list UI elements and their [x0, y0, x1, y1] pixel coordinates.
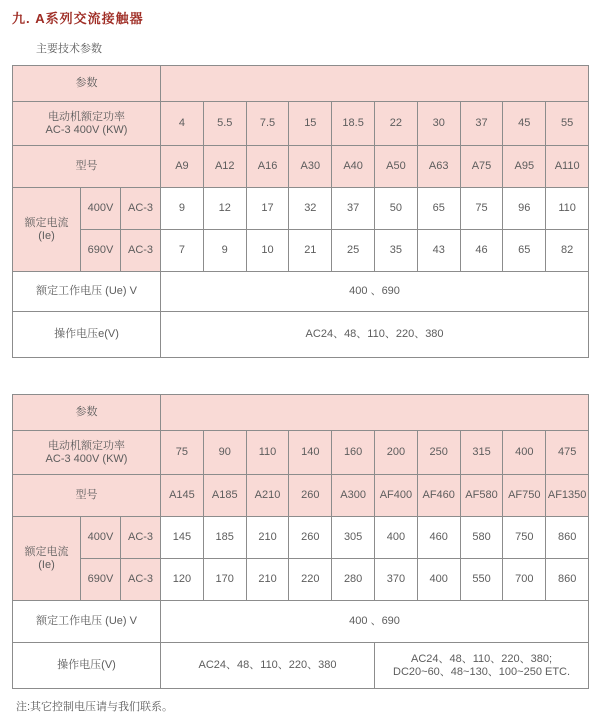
spec-table-2 — [12, 394, 589, 689]
model-value-cell: AF460 — [417, 475, 460, 517]
model-value-cell: A16 — [246, 146, 289, 188]
ie-value-cell: 220 — [289, 559, 332, 601]
operating-voltage-value-cell: AC24、48、110、220、380 — [161, 312, 589, 358]
rated-working-voltage-value-cell: 400 、690 — [161, 601, 589, 643]
power-value-cell: 250 — [417, 431, 460, 475]
ie-value-cell: 170 — [203, 559, 246, 601]
ie-value-cell: 460 — [417, 517, 460, 559]
voltage-690v-cell: 690V — [81, 559, 121, 601]
rated-current-line1: 额定电流 — [24, 545, 69, 558]
ie-value-cell: 210 — [246, 559, 289, 601]
power-header-cell — [13, 102, 161, 146]
ac3-cell: AC-3 — [121, 188, 161, 230]
power-value-cell: 55 — [546, 102, 589, 146]
ie-value-cell: 50 — [375, 188, 418, 230]
ie-value-cell: 580 — [460, 517, 503, 559]
ie-value-cell: 96 — [503, 188, 546, 230]
rated-current-header-cell — [13, 517, 81, 601]
ie-value-cell: 370 — [375, 559, 418, 601]
model-value-cell: 260 — [289, 475, 332, 517]
model-value-cell: A40 — [332, 146, 375, 188]
power-value-cell: 160 — [332, 431, 375, 475]
model-value-cell: AF750 — [503, 475, 546, 517]
ie-value-cell: 400 — [375, 517, 418, 559]
param-empty-cell — [161, 66, 589, 102]
model-value-cell: A110 — [546, 146, 589, 188]
model-value-cell: A210 — [246, 475, 289, 517]
power-value-cell: 5.5 — [203, 102, 246, 146]
rated-current-line2: (Ie) — [38, 229, 55, 242]
power-value-cell: 140 — [289, 431, 332, 475]
model-value-cell: AF1350 — [546, 475, 589, 517]
ie-value-cell: 305 — [332, 517, 375, 559]
footer-note: 注:其它控制电压请与我们联系。 — [16, 701, 174, 713]
voltage-690v-cell: 690V — [81, 230, 121, 272]
ie-value-cell: 185 — [203, 517, 246, 559]
ie-value-cell: 65 — [417, 188, 460, 230]
operating-voltage-header-cell: 操作电压e(V) — [13, 312, 161, 358]
power-label-line1: 电动机额定功率 — [48, 110, 126, 123]
power-value-cell: 37 — [460, 102, 503, 146]
rated-working-voltage-header-cell: 额定工作电压 (Ue) V — [13, 272, 161, 312]
model-value-cell: AF580 — [460, 475, 503, 517]
power-label-line2: AC-3 400V (KW) — [45, 123, 128, 136]
power-value-cell: 18.5 — [332, 102, 375, 146]
ie-value-cell: 17 — [246, 188, 289, 230]
ie-value-cell: 12 — [203, 188, 246, 230]
param-header-cell: 参数 — [13, 395, 161, 431]
operating-voltage-ac-cell: AC24、48、110、220、380 — [161, 643, 375, 689]
ac3-cell: AC-3 — [121, 559, 161, 601]
power-value-cell: 315 — [460, 431, 503, 475]
power-label-line1: 电动机额定功率 — [48, 439, 126, 452]
ie-value-cell: 75 — [460, 188, 503, 230]
power-value-cell: 400 — [503, 431, 546, 475]
operating-voltage-header-cell: 操作电压(V) — [13, 643, 161, 689]
power-value-cell: 110 — [246, 431, 289, 475]
operating-voltage-acdc-line2: DC20~60、48~130、100~250 ETC. — [393, 665, 571, 678]
model-value-cell: AF400 — [375, 475, 418, 517]
ie-value-cell: 860 — [546, 517, 589, 559]
power-value-cell: 45 — [503, 102, 546, 146]
ie-value-cell: 7 — [161, 230, 204, 272]
param-empty-cell — [161, 395, 589, 431]
rated-working-voltage-header-cell: 额定工作电压 (Ue) V — [13, 601, 161, 643]
model-value-cell: A63 — [417, 146, 460, 188]
ie-value-cell: 65 — [503, 230, 546, 272]
model-value-cell: A145 — [161, 475, 204, 517]
ie-value-cell: 10 — [246, 230, 289, 272]
power-value-cell: 200 — [375, 431, 418, 475]
model-header-cell: 型号 — [13, 475, 161, 517]
model-value-cell: A9 — [161, 146, 204, 188]
rated-current-line2: (Ie) — [38, 558, 55, 571]
ie-value-cell: 35 — [375, 230, 418, 272]
model-value-cell: A12 — [203, 146, 246, 188]
page-subtitle: 主要技术参数 — [36, 43, 102, 55]
ie-value-cell: 860 — [546, 559, 589, 601]
ie-value-cell: 43 — [417, 230, 460, 272]
rated-working-voltage-value-cell: 400 、690 — [161, 272, 589, 312]
ie-value-cell: 120 — [161, 559, 204, 601]
power-header-cell — [13, 431, 161, 475]
ie-value-cell: 750 — [503, 517, 546, 559]
power-value-cell: 30 — [417, 102, 460, 146]
model-value-cell: A185 — [203, 475, 246, 517]
ie-value-cell: 400 — [417, 559, 460, 601]
ie-value-cell: 37 — [332, 188, 375, 230]
ie-value-cell: 9 — [161, 188, 204, 230]
voltage-400v-cell: 400V — [81, 517, 121, 559]
ie-value-cell: 9 — [203, 230, 246, 272]
ac3-cell: AC-3 — [121, 230, 161, 272]
model-value-cell: A50 — [375, 146, 418, 188]
power-value-cell: 15 — [289, 102, 332, 146]
ie-value-cell: 32 — [289, 188, 332, 230]
ie-value-cell: 21 — [289, 230, 332, 272]
spec-table-1 — [12, 65, 589, 358]
page-title: 九. A系列交流接触器 — [12, 11, 144, 26]
model-value-cell: A300 — [332, 475, 375, 517]
ie-value-cell: 46 — [460, 230, 503, 272]
ie-value-cell: 260 — [289, 517, 332, 559]
ie-value-cell: 550 — [460, 559, 503, 601]
voltage-400v-cell: 400V — [81, 188, 121, 230]
ie-value-cell: 280 — [332, 559, 375, 601]
model-value-cell: A95 — [503, 146, 546, 188]
rated-current-header-cell — [13, 188, 81, 272]
ie-value-cell: 82 — [546, 230, 589, 272]
operating-voltage-acdc-line1: AC24、48、110、220、380; — [411, 652, 553, 665]
model-value-cell: A75 — [460, 146, 503, 188]
power-value-cell: 7.5 — [246, 102, 289, 146]
operating-voltage-acdc-cell — [375, 643, 589, 689]
power-value-cell: 22 — [375, 102, 418, 146]
power-label-line2: AC-3 400V (KW) — [45, 452, 128, 465]
model-header-cell: 型号 — [13, 146, 161, 188]
power-value-cell: 90 — [203, 431, 246, 475]
ac3-cell: AC-3 — [121, 517, 161, 559]
model-value-cell: A30 — [289, 146, 332, 188]
power-value-cell: 75 — [161, 431, 204, 475]
ie-value-cell: 145 — [161, 517, 204, 559]
ie-value-cell: 700 — [503, 559, 546, 601]
ie-value-cell: 110 — [546, 188, 589, 230]
param-header-cell: 参数 — [13, 66, 161, 102]
ie-value-cell: 210 — [246, 517, 289, 559]
power-value-cell: 4 — [161, 102, 204, 146]
ie-value-cell: 25 — [332, 230, 375, 272]
rated-current-line1: 额定电流 — [24, 216, 69, 229]
power-value-cell: 475 — [546, 431, 589, 475]
